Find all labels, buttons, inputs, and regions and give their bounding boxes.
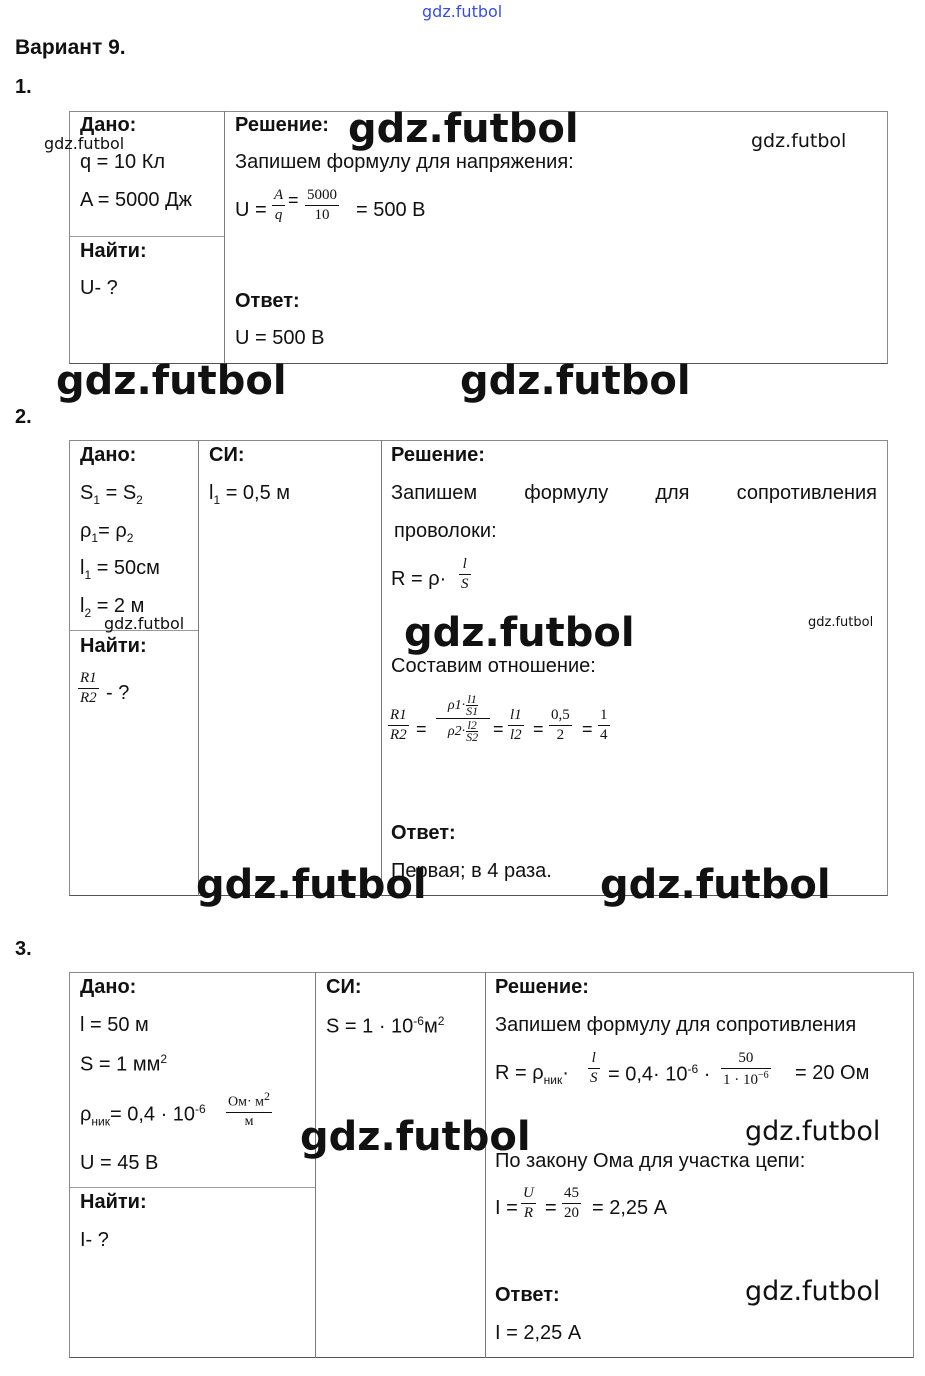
problem-3-formula2-lhs: I = (495, 1197, 518, 1219)
problem-3-dano-resistivity: $\rho_{ник}= 0,4 \cdot 10^{-6}$ (80, 1102, 206, 1129)
problem-2-solution-label: Решение: (391, 444, 485, 466)
problem-3-dano-area: S = 1 $мм^2$ (80, 1052, 167, 1076)
problem-3-dano-voltage: U = 45 В (80, 1152, 159, 1174)
problem-2-ratio-values: 0,5 2 (551, 707, 570, 743)
problem-3-fraction-l-s: l S (590, 1050, 598, 1086)
problem-3-dano-label: Дано: (80, 976, 137, 998)
problem-1-formula-eq: = (288, 190, 299, 210)
problem-2-number: 2. (15, 406, 32, 428)
problem-1-dano-charge: q = 10 Кл (80, 151, 166, 173)
problem-3-si-label: СИ: (326, 976, 362, 998)
watermark: gdz.futbol (600, 862, 831, 908)
problem-1-dano-divider (69, 236, 224, 237)
problem-2-si-label: СИ: (209, 444, 245, 466)
watermark: gdz.futbol (808, 615, 874, 630)
problem-2-ratio-eq-2: = (493, 719, 504, 739)
problem-3-dano-length: l = 50 м (80, 1014, 149, 1036)
problem-2-solution-line-2: проволоки: (394, 520, 497, 542)
problem-1-fraction-values: 5000 10 (307, 187, 337, 223)
problem-2-ratio-eq-4: = (582, 719, 593, 739)
problem-2-fraction-l-s: l S (461, 556, 469, 592)
problem-3-answer-label: Ответ: (495, 1284, 560, 1306)
problem-2-ratio-eq-3: = (533, 719, 544, 739)
problem-1-divider (224, 111, 225, 364)
problem-1-formula-lhs: U = (235, 199, 267, 221)
problem-2-find-tail: - ? (106, 682, 130, 704)
problem-1-formula-result: = 500 В (356, 199, 426, 221)
watermark: gdz.futbol (751, 130, 847, 152)
problem-3-solution-line-2: По закону Ома для участка цепи: (495, 1150, 806, 1172)
problem-2-find-ratio: R1 R2 (80, 670, 97, 706)
watermark: gdz.futbol (196, 862, 427, 908)
page-title: Вариант 9. (15, 36, 126, 59)
problem-3-fraction-45-20: 45 20 (564, 1185, 579, 1221)
problem-2-ratio-r: R1 R2 (390, 707, 407, 743)
problem-2-answer-label: Ответ: (391, 822, 456, 844)
header-watermark: gdz.futbol (422, 2, 503, 21)
problem-2-dano-length-1: $l_1 = 50см$ (80, 557, 160, 582)
watermark: gdz.futbol (745, 1116, 881, 1147)
problem-3-find-label: Найти: (80, 1191, 147, 1213)
problem-2-ratio-big-fraction: ρ1· l1 S1 ρ2· l2 S2 (436, 694, 490, 743)
problem-3-formula2-result: = 2,25 А (592, 1197, 668, 1219)
problem-3-answer: I = 2,25 А (495, 1322, 582, 1344)
problem-2-ratio-l: l1 l2 (510, 707, 522, 743)
problem-3-formula-lhs: $R = \rho_{ник}\cdot$ (495, 1062, 569, 1087)
problem-1-number: 1. (15, 76, 32, 98)
watermark: gdz.futbol (460, 358, 691, 404)
problem-3-find: I- ? (80, 1229, 109, 1251)
problem-3-solution-label: Решение: (495, 976, 589, 998)
watermark: gdz.futbol (745, 1276, 881, 1307)
problem-3-fraction-values: 50 $1 \cdot 10^{-6}$ (723, 1050, 769, 1088)
problem-2-find-label: Найти: (80, 635, 147, 657)
problem-3-solution-line-1: Запишем формулу для сопротивления (495, 1014, 857, 1036)
problem-1-dano-work: A = 5000 Дж (80, 189, 193, 211)
problem-3-formula2-eq: = (545, 1197, 557, 1219)
problem-3-si-value: $S = 1 \cdot 10^{-6}м^2$ (326, 1014, 445, 1038)
watermark: gdz.futbol (56, 358, 287, 404)
problem-1-solution-text: Запишем формулу для напряжения: (235, 151, 574, 173)
problem-1-find-label: Найти: (80, 240, 147, 262)
watermark: gdz.futbol (44, 134, 125, 153)
problem-1-fraction-a-q: A q (274, 187, 284, 223)
problem-2-ratio-result: 1 4 (600, 707, 608, 743)
problem-1-solution-label: Решение: (235, 114, 329, 136)
problem-2-divider-2 (381, 440, 382, 896)
problem-2-dano-label: Дано: (80, 444, 137, 466)
problem-2-dano-length-2: $l_2 = 2$ м (80, 595, 145, 620)
problem-1-answer-label: Ответ: (235, 290, 300, 312)
problem-3-fraction-u-r: U R (523, 1185, 534, 1221)
watermark: gdz.futbol (348, 106, 579, 152)
problem-2-solution-line-1: Запишем формулу для сопротивления (391, 482, 877, 504)
problem-3-divider-2 (485, 972, 486, 1358)
problem-1-find: U- ? (80, 277, 118, 299)
problem-2-ratio-eq-1: = (416, 719, 427, 739)
problem-2-answer: Первая; в 4 раза. (391, 860, 552, 882)
watermark: gdz.futbol (300, 1114, 531, 1160)
problem-2-divider-1 (198, 440, 199, 896)
problem-2-dano-area: $S_1 = S_2$ (80, 482, 143, 507)
problem-3-divider-1 (315, 972, 316, 1358)
problem-2-si-value: $l_1 = 0,5$ м (209, 482, 291, 507)
watermark: gdz.futbol (404, 610, 635, 656)
problem-2-formula-lhs: R = ρ· (391, 568, 447, 590)
problem-2-solution-line-3: Составим отношение: (391, 655, 596, 677)
problem-1-dano-label: Дано: (80, 114, 137, 136)
watermark: gdz.futbol (104, 614, 185, 633)
problem-3-dano-divider (69, 1187, 315, 1188)
problem-3-formula-result: = 20 Ом (795, 1062, 870, 1084)
problem-2-dano-resistivity: $\rho_1= \rho_2$ (80, 520, 134, 545)
problem-3-dano-unit: $Ом\cdot м^2$ м (228, 1089, 270, 1129)
problem-3-formula-mid: = $0,4\cdot 10^{-6}$ · (608, 1062, 711, 1086)
problem-3-number: 3. (15, 938, 32, 960)
problem-1-answer: U = 500 В (235, 327, 325, 349)
